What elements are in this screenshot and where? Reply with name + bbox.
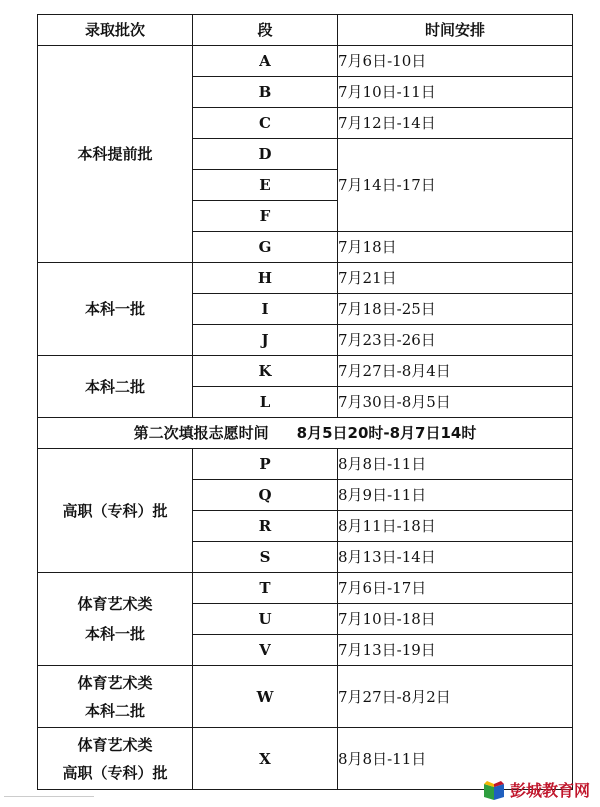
watermark-text: 彭城教育网 (510, 781, 591, 800)
time-cell: 8月8日-11日 (338, 728, 573, 790)
batch-label-line1: 体育艺术类 (77, 673, 153, 692)
segment-cell: A (193, 46, 338, 77)
segment-cell: E (193, 170, 338, 201)
segment-cell: P (193, 449, 338, 480)
batch-cell-arts-first (38, 573, 193, 666)
segment-cell: B (193, 77, 338, 108)
time-cell: 7月10日-11日 (338, 77, 573, 108)
batch-cell-vocational (38, 449, 193, 573)
segment-cell: U (193, 604, 338, 635)
batch-label-line1: 体育艺术类 (77, 735, 153, 754)
segment-cell: G (193, 232, 338, 263)
colorful-book-logo-icon (482, 778, 506, 802)
batch-cell-first (38, 263, 193, 356)
second-filling-notice (38, 418, 573, 449)
segment-cell: F (193, 201, 338, 232)
table-row (38, 573, 573, 604)
admission-schedule-table (37, 14, 573, 790)
time-cell: 7月6日-17日 (338, 573, 573, 604)
time-cell: 7月30日-8月5日 (338, 387, 573, 418)
table-row (38, 263, 573, 294)
notice-row (38, 418, 573, 449)
time-cell: 7月27日-8月4日 (338, 356, 573, 387)
table-row (38, 356, 573, 387)
segment-cell: D (193, 139, 338, 170)
batch-label: 本科二批 (84, 377, 145, 396)
segment-cell: S (193, 542, 338, 573)
segment-cell: R (193, 511, 338, 542)
time-cell: 7月10日-18日 (338, 604, 573, 635)
time-cell: 7月21日 (338, 263, 573, 294)
segment-cell: J (193, 325, 338, 356)
segment-cell: V (193, 635, 338, 666)
table-row (38, 449, 573, 480)
site-watermark (482, 772, 600, 807)
time-cell: 7月13日-19日 (338, 635, 573, 666)
bottom-edge-divider (4, 796, 94, 807)
batch-cell-second (38, 356, 193, 418)
batch-label: 高职（专科）批 (62, 501, 168, 520)
time-cell: 7月6日-10日 (338, 46, 573, 77)
table-row (38, 46, 573, 77)
header-segment: 段 (193, 15, 338, 46)
time-cell: 7月12日-14日 (338, 108, 573, 139)
batch-label: 本科提前批 (77, 145, 153, 163)
notice-time: 8月5日20时-8月7日14时 (296, 424, 477, 442)
batch-cell-arts-vocational (38, 728, 193, 790)
batch-label-line2: 本科一批 (84, 625, 145, 643)
batch-cell-early (38, 46, 193, 263)
segment-cell: L (193, 387, 338, 418)
batch-label-line2: 本科二批 (84, 701, 145, 720)
time-cell: 7月27日-8月2日 (338, 666, 573, 728)
batch-label-line1: 体育艺术类 (77, 595, 153, 613)
table-header-row (38, 15, 573, 46)
time-cell: 7月18日 (338, 232, 573, 263)
time-cell: 8月9日-11日 (338, 480, 573, 511)
batch-label: 本科一批 (84, 300, 145, 318)
time-cell: 7月18日-25日 (338, 294, 573, 325)
segment-cell: H (193, 263, 338, 294)
segment-cell: X (193, 728, 338, 790)
time-cell: 8月13日-14日 (338, 542, 573, 573)
time-cell: 7月23日-26日 (338, 325, 573, 356)
segment-cell: K (193, 356, 338, 387)
segment-cell: I (193, 294, 338, 325)
batch-label-line2: 高职（专科）批 (62, 763, 168, 782)
time-cell: 8月11日-18日 (338, 511, 573, 542)
segment-cell: W (193, 666, 338, 728)
batch-cell-arts-second (38, 666, 193, 728)
table-row (38, 666, 573, 728)
time-cell: 8月8日-11日 (338, 449, 573, 480)
header-batch: 录取批次 (38, 15, 193, 46)
segment-cell: T (193, 573, 338, 604)
segment-cell: C (193, 108, 338, 139)
header-schedule: 时间安排 (338, 15, 573, 46)
notice-label: 第二次填报志愿时间 (133, 424, 269, 442)
time-cell-merged: 7月14日-17日 (338, 139, 573, 232)
segment-cell: Q (193, 480, 338, 511)
